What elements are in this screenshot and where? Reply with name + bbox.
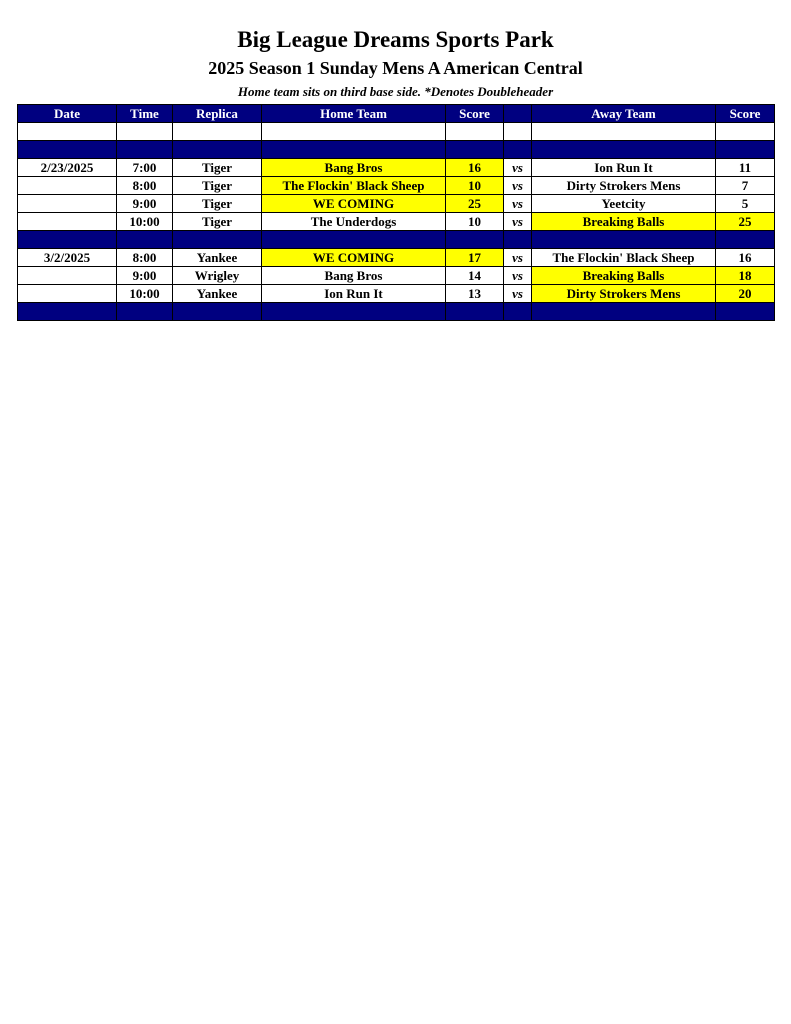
game-date (18, 285, 117, 303)
game-replica: Tiger (173, 213, 262, 231)
game-replica: Yankee (173, 285, 262, 303)
game-time: 9:00 (117, 195, 173, 213)
game-time: 8:00 (117, 249, 173, 267)
week-divider-band (18, 141, 775, 159)
home-score: 25 (446, 195, 504, 213)
home-score: 17 (446, 249, 504, 267)
table-row (18, 213, 775, 231)
home-score: 10 (446, 177, 504, 195)
game-time: 7:00 (117, 159, 173, 177)
table-row (18, 285, 775, 303)
home-score: 13 (446, 285, 504, 303)
table-header-row (18, 105, 775, 123)
col-header-vs (504, 105, 532, 123)
vs-label: vs (504, 213, 532, 231)
away-score: 18 (716, 267, 775, 285)
home-team: WE COMING (262, 249, 446, 267)
away-score: 11 (716, 159, 775, 177)
table-row (18, 195, 775, 213)
page-title: Big League Dreams Sports Park (237, 27, 554, 52)
away-score: 16 (716, 249, 775, 267)
game-date: 3/2/2025 (18, 249, 117, 267)
table-row (18, 249, 775, 267)
game-time: 8:00 (117, 177, 173, 195)
spacer-row (18, 123, 775, 141)
game-time: 9:00 (117, 267, 173, 285)
col-header-away-score: Score (716, 105, 775, 123)
week-divider-band (18, 303, 775, 321)
vs-label: vs (504, 249, 532, 267)
vs-label: vs (504, 177, 532, 195)
home-team: Ion Run It (262, 285, 446, 303)
league-subtitle: 2025 Season 1 Sunday Mens A American Central (208, 58, 583, 78)
away-team: The Flockin' Black Sheep (532, 249, 716, 267)
game-time: 10:00 (117, 213, 173, 231)
schedule-table (17, 104, 775, 321)
game-replica: Tiger (173, 159, 262, 177)
game-replica: Wrigley (173, 267, 262, 285)
col-header-home-team: Home Team (262, 105, 446, 123)
col-header-date: Date (18, 105, 117, 123)
game-date (18, 267, 117, 285)
game-date: 2/23/2025 (18, 159, 117, 177)
vs-label: vs (504, 159, 532, 177)
away-score: 7 (716, 177, 775, 195)
table-row (18, 267, 775, 285)
away-team: Breaking Balls (532, 267, 716, 285)
home-score: 16 (446, 159, 504, 177)
game-replica: Tiger (173, 177, 262, 195)
vs-label: vs (504, 285, 532, 303)
game-replica: Tiger (173, 195, 262, 213)
week-divider-band (18, 231, 775, 249)
home-team: WE COMING (262, 195, 446, 213)
game-date (18, 213, 117, 231)
home-team: The Underdogs (262, 213, 446, 231)
home-team: Bang Bros (262, 159, 446, 177)
away-team: Dirty Strokers Mens (532, 285, 716, 303)
table-row (18, 177, 775, 195)
col-header-home-score: Score (446, 105, 504, 123)
home-team: Bang Bros (262, 267, 446, 285)
schedule-note: Home team sits on third base side. *Denotes Doubleheader (237, 84, 554, 99)
away-team: Dirty Strokers Mens (532, 177, 716, 195)
away-team: Ion Run It (532, 159, 716, 177)
away-score: 5 (716, 195, 775, 213)
col-header-time: Time (117, 105, 173, 123)
away-team: Yeetcity (532, 195, 716, 213)
home-score: 10 (446, 213, 504, 231)
game-date (18, 177, 117, 195)
game-date (18, 195, 117, 213)
game-replica: Yankee (173, 249, 262, 267)
table-row (18, 159, 775, 177)
away-team: Breaking Balls (532, 213, 716, 231)
home-team: The Flockin' Black Sheep (262, 177, 446, 195)
home-score: 14 (446, 267, 504, 285)
game-time: 10:00 (117, 285, 173, 303)
col-header-away-team: Away Team (532, 105, 716, 123)
away-score: 25 (716, 213, 775, 231)
away-score: 20 (716, 285, 775, 303)
col-header-replica: Replica (173, 105, 262, 123)
vs-label: vs (504, 267, 532, 285)
vs-label: vs (504, 195, 532, 213)
